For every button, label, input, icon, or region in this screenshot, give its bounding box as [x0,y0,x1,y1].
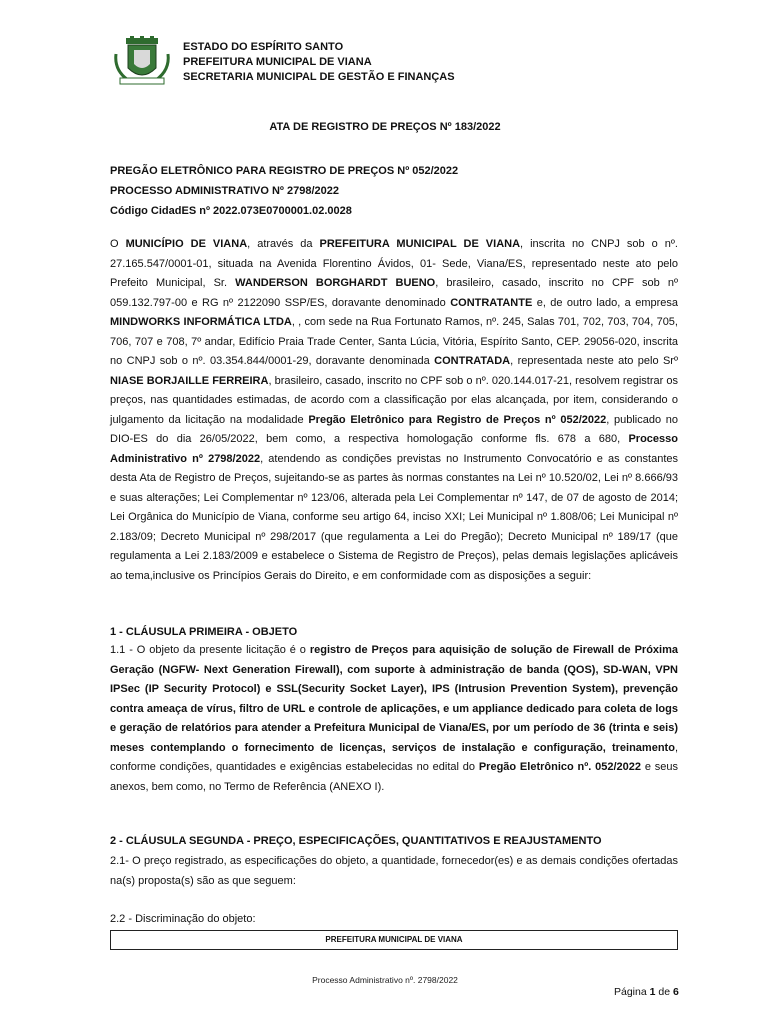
section-1-heading: 1 - CLÁUSULA PRIMEIRA - OBJETO [110,626,298,638]
footer-page-number: Página 1 de 6 [614,986,679,998]
document-title: ATA DE REGISTRO DE PREÇOS Nº 183/2022 [269,121,501,133]
intro-paragraph: O MUNICÍPIO DE VIANA, através da PREFEITURA MUNICIPAL DE VIANA, inscrita no CNPJ sob o nº. 27.165.547/0001-01, situada na Avenida Florentino Ávidos, 01- Sede, Viana/ES, representado neste ato pelo Prefeito Municipal, Sr. WANDERSON BORGHARDT BUENO, brasileiro, casado, inscrito no CPF sob nº 059.132.797-00 e RG nº 2122090 SSP/ES, doravante denominado CONTRATANTE e, de outro lado, a empresa MINDWORKS INFORMÁTICA LTDA, , com sede na Rua Fortunato Ramos, nº. 245, Salas 701, 702, 703, 704, 705, 706, 707 e 708, 7º andar, Edifício Praia Trade Center, Santa Lúcia, Vitória, Espírito Santo, CEP. 29056-020, inscrita no CNPJ sob o nº. 03.354.844/0001-29, doravante denominada CONTRATADA, representada neste ato pelo Srº NIASE BORJAILLE FERREIRA, brasileiro, casado, inscrito no CPF sob o nº. 020.144.017-21, resolvem registrar os preços, nas quantidades estimadas, de acordo com a classificação por elas alcançada, por item, considerando o julgamento da licitação na modalidade Pregão Eletrônico para Registro de Preços nº 052/2022, publicado no DIO-ES do dia 26/05/2022, bem como, a respectiva homologação conforme fls. 678 a 680, Processo Administrativo nº 2798/2022, atendendo as condições previstas no Instrumento Convocatório e as constantes desta Ata de Registro de Preços, sujeitando-se as partes às normas constantes na Lei nº 10.520/02, Lei nº 8.666/93 e suas alterações; Lei Complementar nº 123/06, alterada pela Lei Complementar nº 147, de 07 de agosto de 2014; Lei Orgânica do Município de Viana, conforme seu artigo 64, inciso XXI; Lei Municipal nº 1.808/06; Lei Municipal nº 2.183/09; Decreto Municipal nº 298/2017 (que regulamenta a Lei do Pregão); Decreto Municipal nº 189/17 (que regulamenta a Lei 2.183/2009 e estabelece o Sistema de Registro de Preços), pelas demais legislações aplicáveis ao tema,inclusive os Princípios Gerais do Direito, e em conformidade com as disposições a seguir: [110,238,679,582]
meta-codigo: Código CidadES nº 2022.073E0700001.02.0028 [110,205,352,217]
meta-block [110,161,458,221]
header-prefecture: PREFEITURA MUNICIPAL DE VIANA [183,56,372,68]
table-header-text: PREFEITURA MUNICIPAL DE VIANA [325,935,463,944]
municipal-crest-icon [112,36,172,88]
section-2-body: 2.1- O preço registrado, as especificações do objeto, a quantidade, fornecedor(es) e as demais condições ofertadas na(s) proposta(s) são as que seguem: [110,855,678,887]
meta-pregao: PREGÃO ELETRÔNICO PARA REGISTRO DE PREÇOS Nº 052/2022 [110,165,459,177]
object-table-header [110,930,678,950]
section-1-body: 1.1 - O objeto da presente licitação é o registro de Preços para aquisição de solução de Firewall de Próxima Geração (NGFW- Next Generation Firewall), com suporte à administração de banda (QOS), SD-WAN, VPN IPSec (IP Security Protocol) e SSL(Security Socket Layer), IPS (Intrusion Prevention System), prevenção contra ameaça de vírus, filtro de URL e controle de aplicações, e um appliance dedicado para coleta de logs e geração de relatórios para atender a Prefeitura Municipal de Viana/ES, por um período de 36 (trinta e seis) meses contemplando o fornecimento de licenças, serviços de instalação e configuração, treinamento, conforme condições, quantidades e exigências estabelecidas no edital do Pregão Eletrônico nº. 052/2022 e seus anexos, bem como, no Termo de Referência (ANEXO I). [110,644,679,793]
header-block [183,40,455,85]
meta-processo: PROCESSO ADMINISTRATIVO Nº 2798/2022 [110,185,339,197]
section-2-heading: 2 - CLÁUSULA SEGUNDA - PREÇO, ESPECIFICAÇÕES, QUANTITATIVOS E REAJUSTAMENTO [110,835,602,847]
header-state: ESTADO DO ESPÍRITO SANTO [183,41,344,53]
section-2-2-label: 2.2 - Discriminação do objeto: [110,913,256,925]
footer-process: Processo Administrativo nº. 2798/2022 [312,975,458,985]
header-secretariat: SECRETARIA MUNICIPAL DE GESTÃO E FINANÇAS [183,71,455,83]
